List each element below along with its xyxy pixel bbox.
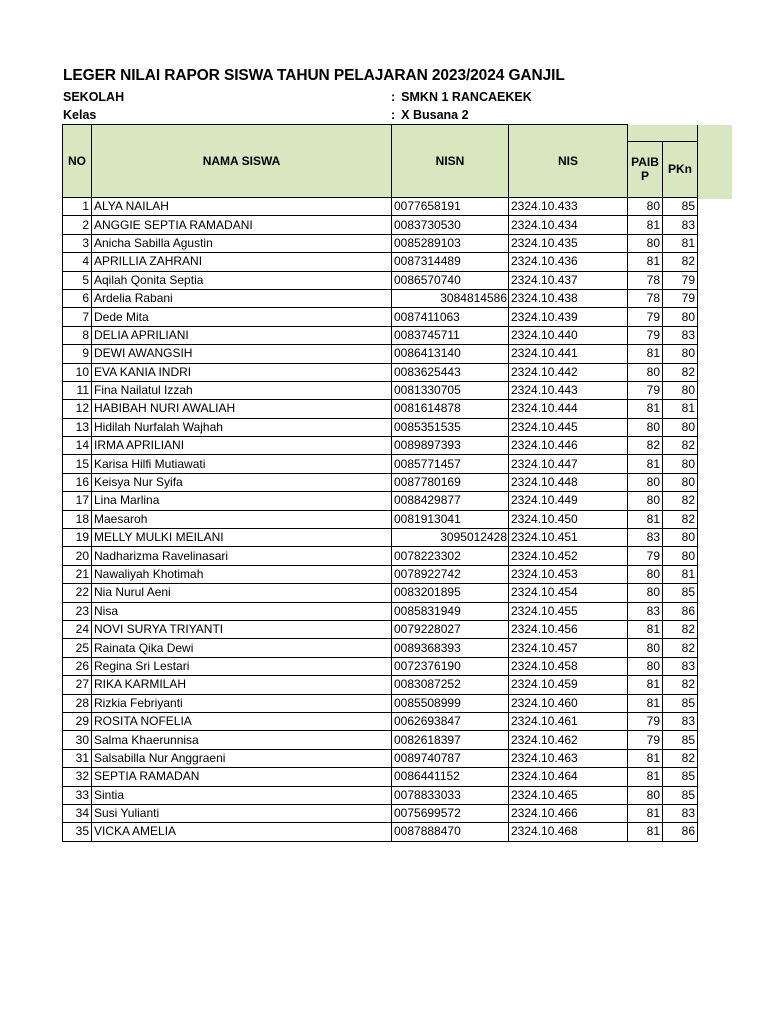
table-row <box>63 473 698 491</box>
table-row <box>63 694 698 712</box>
cell-pkn: 82 <box>663 492 698 510</box>
cell-paibp: 80 <box>628 473 663 491</box>
cell-nis: 2324.10.452 <box>509 547 628 565</box>
table-row <box>63 216 698 234</box>
cell-nis: 2324.10.439 <box>509 308 628 326</box>
cell-nisn: 0089740787 <box>392 749 509 767</box>
cell-pkn: 80 <box>663 529 698 547</box>
table-row <box>63 749 698 767</box>
table-row <box>63 271 698 289</box>
cell-no: 17 <box>63 492 92 510</box>
cell-nisn: 0081330705 <box>392 381 509 399</box>
table-row <box>63 786 698 804</box>
cell-nis: 2324.10.438 <box>509 289 628 307</box>
header-nisn: NISN <box>392 125 509 198</box>
cell-nisn: 0085831949 <box>392 602 509 620</box>
cell-pkn: 79 <box>663 289 698 307</box>
cell-pkn: 80 <box>663 473 698 491</box>
cell-nis: 2324.10.442 <box>509 363 628 381</box>
cell-no: 27 <box>63 676 92 694</box>
cell-no: 28 <box>63 694 92 712</box>
cell-paibp: 81 <box>628 823 663 841</box>
cell-nis: 2324.10.441 <box>509 345 628 363</box>
school-name: SMKN 1 RANCAEKEK <box>401 90 532 104</box>
class-name: X Busana 2 <box>401 108 469 122</box>
table-row <box>63 289 698 307</box>
table-row <box>63 565 698 583</box>
cell-paibp: 81 <box>628 253 663 271</box>
cell-nis: 2324.10.457 <box>509 639 628 657</box>
cell-no: 32 <box>63 768 92 786</box>
table-row <box>63 308 698 326</box>
cell-nisn: 0086413140 <box>392 345 509 363</box>
cell-nisn: 0085771457 <box>392 455 509 473</box>
cell-student-name: IRMA APRILIANI <box>92 437 392 455</box>
cell-pkn: 82 <box>663 510 698 528</box>
cell-student-name: APRILLIA ZAHRANI <box>92 253 392 271</box>
cell-nis: 2324.10.459 <box>509 676 628 694</box>
cell-student-name: Hidilah Nurfalah Wajhah <box>92 418 392 436</box>
cell-student-name: Salma Khaerunnisa <box>92 731 392 749</box>
cell-paibp: 80 <box>628 234 663 252</box>
cell-student-name: Nadharizma Ravelinasari <box>92 547 392 565</box>
table-row <box>63 547 698 565</box>
cell-pkn: 80 <box>663 345 698 363</box>
table-row <box>63 437 698 455</box>
cell-nisn: 0087314489 <box>392 253 509 271</box>
cell-no: 3 <box>63 234 92 252</box>
class-colon: : <box>391 108 396 122</box>
cell-pkn: 82 <box>663 363 698 381</box>
cell-pkn: 81 <box>663 565 698 583</box>
cell-student-name: EVA KANIA INDRI <box>92 363 392 381</box>
cell-nisn: 0081614878 <box>392 400 509 418</box>
cell-no: 12 <box>63 400 92 418</box>
grade-table <box>62 124 698 842</box>
cell-paibp: 79 <box>628 712 663 730</box>
cell-paibp: 82 <box>628 437 663 455</box>
cell-no: 10 <box>63 363 92 381</box>
table-row <box>63 676 698 694</box>
table-row <box>63 418 698 436</box>
cell-no: 19 <box>63 529 92 547</box>
cell-paibp: 81 <box>628 216 663 234</box>
cell-pkn: 83 <box>663 326 698 344</box>
cell-pkn: 86 <box>663 602 698 620</box>
cell-pkn: 80 <box>663 418 698 436</box>
table-body <box>63 198 698 842</box>
header-subject-group <box>628 125 698 142</box>
cell-nisn: 0078223302 <box>392 547 509 565</box>
cell-no: 6 <box>63 289 92 307</box>
cell-nisn: 0083087252 <box>392 676 509 694</box>
cell-paibp: 80 <box>628 657 663 675</box>
cell-nis: 2324.10.456 <box>509 620 628 638</box>
cell-paibp: 80 <box>628 492 663 510</box>
cell-pkn: 83 <box>663 216 698 234</box>
cell-nis: 2324.10.462 <box>509 731 628 749</box>
cell-paibp: 81 <box>628 749 663 767</box>
table-row <box>63 657 698 675</box>
cell-nisn: 3084814586 <box>392 289 509 307</box>
cell-no: 18 <box>63 510 92 528</box>
table-row <box>63 768 698 786</box>
cell-nis: 2324.10.440 <box>509 326 628 344</box>
cell-nis: 2324.10.465 <box>509 786 628 804</box>
table-row <box>63 400 698 418</box>
cell-student-name: DELIA APRILIANI <box>92 326 392 344</box>
table-row <box>63 234 698 252</box>
table-row <box>63 639 698 657</box>
cell-no: 11 <box>63 381 92 399</box>
cell-nisn: 0089897393 <box>392 437 509 455</box>
cell-nis: 2324.10.443 <box>509 381 628 399</box>
cell-no: 13 <box>63 418 92 436</box>
cell-nisn: 0087411063 <box>392 308 509 326</box>
cell-paibp: 81 <box>628 345 663 363</box>
cell-student-name: HABIBAH NURI AWALIAH <box>92 400 392 418</box>
cell-no: 20 <box>63 547 92 565</box>
cell-pkn: 79 <box>663 271 698 289</box>
table-header <box>63 125 698 198</box>
class-label: Kelas <box>63 108 97 122</box>
cell-pkn: 82 <box>663 620 698 638</box>
cell-nis: 2324.10.446 <box>509 437 628 455</box>
cell-paibp: 80 <box>628 198 663 216</box>
cell-nisn: 0085289103 <box>392 234 509 252</box>
cell-nis: 2324.10.434 <box>509 216 628 234</box>
cell-nisn: 0085351535 <box>392 418 509 436</box>
cell-paibp: 79 <box>628 308 663 326</box>
cell-paibp: 78 <box>628 289 663 307</box>
cell-student-name: Rizkia Febriyanti <box>92 694 392 712</box>
cell-paibp: 80 <box>628 786 663 804</box>
header-extension-cell <box>697 125 732 199</box>
cell-no: 33 <box>63 786 92 804</box>
cell-nisn: 0062693847 <box>392 712 509 730</box>
cell-pkn: 82 <box>663 437 698 455</box>
class-value <box>391 108 469 122</box>
cell-paibp: 81 <box>628 510 663 528</box>
table-row <box>63 584 698 602</box>
cell-nis: 2324.10.435 <box>509 234 628 252</box>
cell-student-name: Nawaliyah Khotimah <box>92 565 392 583</box>
cell-student-name: Nisa <box>92 602 392 620</box>
cell-pkn: 81 <box>663 400 698 418</box>
cell-no: 16 <box>63 473 92 491</box>
cell-nis: 2324.10.437 <box>509 271 628 289</box>
cell-nis: 2324.10.458 <box>509 657 628 675</box>
cell-pkn: 85 <box>663 768 698 786</box>
cell-student-name: Sintia <box>92 786 392 804</box>
cell-pkn: 85 <box>663 584 698 602</box>
cell-student-name: NOVI SURYA TRIYANTI <box>92 620 392 638</box>
cell-no: 29 <box>63 712 92 730</box>
cell-student-name: ANGGIE SEPTIA RAMADANI <box>92 216 392 234</box>
table-row <box>63 620 698 638</box>
cell-paibp: 81 <box>628 455 663 473</box>
cell-no: 5 <box>63 271 92 289</box>
cell-student-name: Salsabilla Nur Anggraeni <box>92 749 392 767</box>
table-row <box>63 731 698 749</box>
cell-paibp: 81 <box>628 768 663 786</box>
cell-paibp: 79 <box>628 381 663 399</box>
cell-pkn: 85 <box>663 731 698 749</box>
cell-paibp: 80 <box>628 584 663 602</box>
cell-paibp: 81 <box>628 804 663 822</box>
cell-nis: 2324.10.447 <box>509 455 628 473</box>
school-label: SEKOLAH <box>63 90 125 104</box>
cell-student-name: Rainata Qika Dewi <box>92 639 392 657</box>
cell-no: 9 <box>63 345 92 363</box>
cell-pkn: 81 <box>663 234 698 252</box>
cell-nisn: 0083745711 <box>392 326 509 344</box>
cell-no: 14 <box>63 437 92 455</box>
cell-no: 2 <box>63 216 92 234</box>
cell-nisn: 0081913041 <box>392 510 509 528</box>
cell-student-name: RIKA KARMILAH <box>92 676 392 694</box>
cell-no: 30 <box>63 731 92 749</box>
cell-pkn: 83 <box>663 657 698 675</box>
cell-nisn: 0085508999 <box>392 694 509 712</box>
cell-student-name: MELLY MULKI MEILANI <box>92 529 392 547</box>
cell-no: 31 <box>63 749 92 767</box>
cell-nisn: 0086441152 <box>392 768 509 786</box>
cell-nisn: 0079228027 <box>392 620 509 638</box>
cell-pkn: 82 <box>663 253 698 271</box>
cell-nis: 2324.10.450 <box>509 510 628 528</box>
cell-nisn: 0078922742 <box>392 565 509 583</box>
cell-paibp: 79 <box>628 731 663 749</box>
cell-nis: 2324.10.433 <box>509 198 628 216</box>
cell-pkn: 83 <box>663 804 698 822</box>
cell-student-name: Susi Yulianti <box>92 804 392 822</box>
cell-nisn: 0078833033 <box>392 786 509 804</box>
cell-nis: 2324.10.468 <box>509 823 628 841</box>
cell-pkn: 85 <box>663 694 698 712</box>
cell-no: 35 <box>63 823 92 841</box>
cell-paibp: 81 <box>628 694 663 712</box>
cell-nisn: 0087888470 <box>392 823 509 841</box>
table-row <box>63 492 698 510</box>
cell-nis: 2324.10.461 <box>509 712 628 730</box>
cell-nis: 2324.10.449 <box>509 492 628 510</box>
cell-paibp: 78 <box>628 271 663 289</box>
cell-student-name: Maesaroh <box>92 510 392 528</box>
cell-no: 21 <box>63 565 92 583</box>
cell-nisn: 3095012428 <box>392 529 509 547</box>
cell-nisn: 0089368393 <box>392 639 509 657</box>
cell-nisn: 0088429877 <box>392 492 509 510</box>
cell-no: 8 <box>63 326 92 344</box>
cell-paibp: 83 <box>628 602 663 620</box>
table-row <box>63 345 698 363</box>
cell-nis: 2324.10.454 <box>509 584 628 602</box>
cell-nisn: 0083201895 <box>392 584 509 602</box>
cell-student-name: ROSITA NOFELIA <box>92 712 392 730</box>
table-row <box>63 804 698 822</box>
cell-nisn: 0082618397 <box>392 731 509 749</box>
cell-paibp: 83 <box>628 529 663 547</box>
cell-no: 7 <box>63 308 92 326</box>
cell-pkn: 86 <box>663 823 698 841</box>
table-row <box>63 823 698 841</box>
cell-student-name: Fina Nailatul Izzah <box>92 381 392 399</box>
cell-nis: 2324.10.464 <box>509 768 628 786</box>
header-paibp: PAIB P <box>628 141 663 197</box>
school-colon: : <box>391 90 396 104</box>
page-title: LEGER NILAI RAPOR SISWA TAHUN PELAJARAN 2023/2024 GANJIL <box>63 67 565 84</box>
cell-no: 4 <box>63 253 92 271</box>
table-row <box>63 602 698 620</box>
cell-nis: 2324.10.445 <box>509 418 628 436</box>
cell-student-name: ALYA NAILAH <box>92 198 392 216</box>
cell-pkn: 80 <box>663 308 698 326</box>
cell-paibp: 81 <box>628 676 663 694</box>
cell-paibp: 81 <box>628 620 663 638</box>
cell-nis: 2324.10.466 <box>509 804 628 822</box>
cell-student-name: SEPTIA RAMADAN <box>92 768 392 786</box>
cell-nis: 2324.10.436 <box>509 253 628 271</box>
table-row <box>63 381 698 399</box>
header-nis: NIS <box>509 125 628 198</box>
cell-no: 22 <box>63 584 92 602</box>
cell-paibp: 79 <box>628 547 663 565</box>
header-name: NAMA SISWA <box>92 125 392 198</box>
cell-nis: 2324.10.463 <box>509 749 628 767</box>
cell-student-name: Anicha Sabilla Agustin <box>92 234 392 252</box>
cell-nisn: 0075699572 <box>392 804 509 822</box>
cell-nisn: 0083625443 <box>392 363 509 381</box>
header-no: NO <box>63 125 92 198</box>
cell-pkn: 82 <box>663 749 698 767</box>
table-row <box>63 198 698 216</box>
cell-nisn: 0072376190 <box>392 657 509 675</box>
cell-nisn: 0086570740 <box>392 271 509 289</box>
cell-nis: 2324.10.453 <box>509 565 628 583</box>
cell-pkn: 80 <box>663 381 698 399</box>
cell-nisn: 0087780169 <box>392 473 509 491</box>
cell-paibp: 79 <box>628 326 663 344</box>
cell-paibp: 80 <box>628 418 663 436</box>
cell-nis: 2324.10.448 <box>509 473 628 491</box>
cell-pkn: 85 <box>663 198 698 216</box>
cell-student-name: VICKA AMELIA <box>92 823 392 841</box>
cell-student-name: DEWI AWANGSIH <box>92 345 392 363</box>
cell-no: 15 <box>63 455 92 473</box>
cell-pkn: 83 <box>663 712 698 730</box>
cell-pkn: 85 <box>663 786 698 804</box>
cell-student-name: Dede Mita <box>92 308 392 326</box>
cell-student-name: Ardelia Rabani <box>92 289 392 307</box>
cell-nisn: 0077658191 <box>392 198 509 216</box>
cell-student-name: Regina Sri Lestari <box>92 657 392 675</box>
cell-pkn: 82 <box>663 676 698 694</box>
cell-student-name: Keisya Nur Syifa <box>92 473 392 491</box>
cell-no: 26 <box>63 657 92 675</box>
cell-nisn: 0083730530 <box>392 216 509 234</box>
cell-no: 24 <box>63 620 92 638</box>
table-row <box>63 529 698 547</box>
cell-nis: 2324.10.455 <box>509 602 628 620</box>
cell-paibp: 80 <box>628 565 663 583</box>
cell-student-name: Karisa Hilfi Mutiawati <box>92 455 392 473</box>
cell-paibp: 81 <box>628 400 663 418</box>
cell-student-name: Lina Marlina <box>92 492 392 510</box>
cell-pkn: 82 <box>663 639 698 657</box>
cell-pkn: 80 <box>663 455 698 473</box>
table-row <box>63 363 698 381</box>
cell-paibp: 80 <box>628 639 663 657</box>
cell-no: 25 <box>63 639 92 657</box>
cell-nis: 2324.10.460 <box>509 694 628 712</box>
cell-no: 23 <box>63 602 92 620</box>
table-row <box>63 510 698 528</box>
header-pkn: PKn <box>663 141 698 197</box>
cell-pkn: 80 <box>663 547 698 565</box>
cell-student-name: Aqilah Qonita Septia <box>92 271 392 289</box>
cell-nis: 2324.10.451 <box>509 529 628 547</box>
table-row <box>63 712 698 730</box>
cell-no: 34 <box>63 804 92 822</box>
cell-student-name: Nia Nurul Aeni <box>92 584 392 602</box>
cell-no: 1 <box>63 198 92 216</box>
cell-paibp: 80 <box>628 363 663 381</box>
table-row <box>63 253 698 271</box>
cell-nis: 2324.10.444 <box>509 400 628 418</box>
table-row <box>63 326 698 344</box>
table-row <box>63 455 698 473</box>
school-value <box>391 90 532 104</box>
